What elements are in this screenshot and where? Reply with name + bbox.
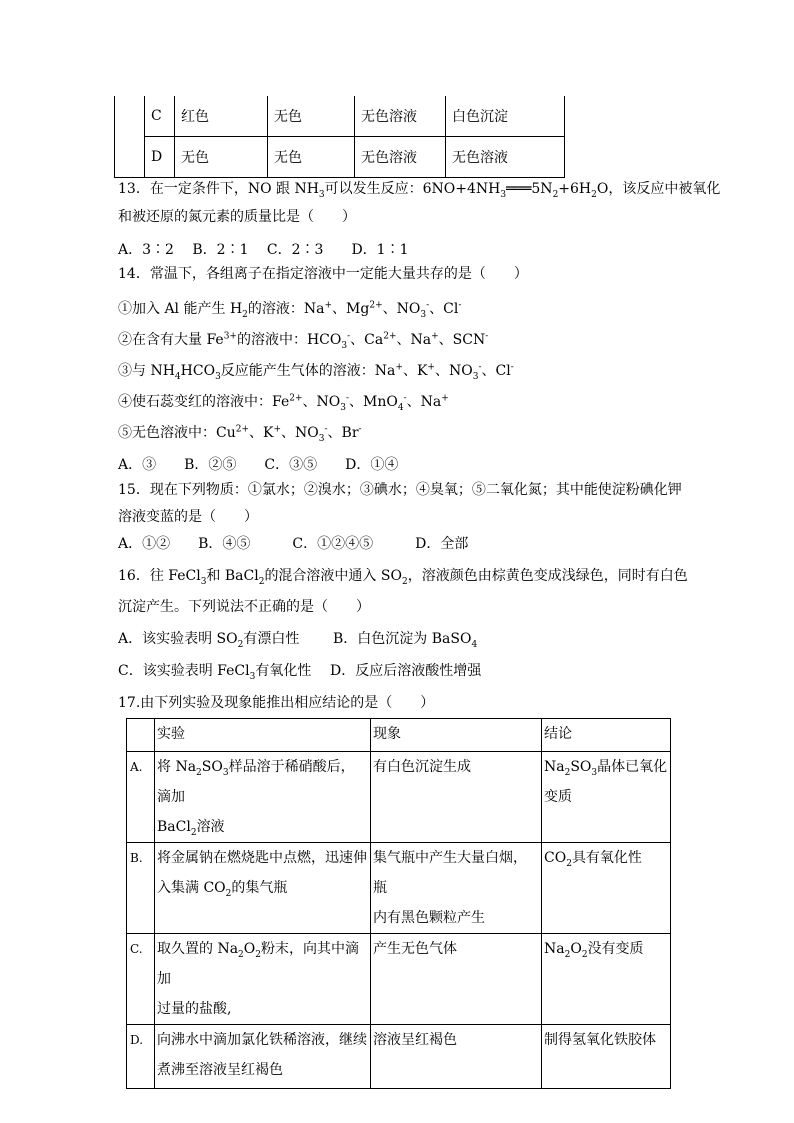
table-cell: 白色沉淀: [446, 96, 565, 137]
subscript: 2: [581, 949, 588, 960]
subscript: 3: [215, 371, 221, 382]
superscript: 2+: [369, 300, 383, 311]
table-cell: 产生无色气体: [371, 934, 542, 1025]
table-header: 结论: [542, 719, 671, 752]
subscript: 3: [222, 767, 229, 778]
text: 粉末，向其中滴加: [157, 941, 359, 987]
text: ⑤无色溶液中：Cu: [118, 425, 236, 441]
text: SO: [570, 759, 592, 775]
table-cell: 无色溶液: [355, 137, 446, 178]
superscript: -: [510, 362, 514, 373]
text: ，溶液颜色由棕黄色变成浅绿色，同时有白色: [407, 568, 688, 584]
text: 的混合溶液中通入 SO: [264, 568, 402, 584]
row-label: D.: [127, 1025, 155, 1089]
table-cell: 无色: [175, 137, 268, 178]
superscript: +: [273, 424, 282, 435]
text: 将 Na: [157, 759, 197, 775]
text: 有漂白性: [243, 631, 300, 647]
subscript: 3: [472, 371, 479, 382]
q14-item5: [118, 424, 362, 442]
text: 、MnO: [349, 394, 398, 410]
superscript: +: [324, 300, 333, 311]
table-cell: [542, 752, 671, 843]
text: Na: [544, 759, 565, 775]
table-cell: 有白色沉淀生成: [371, 752, 542, 843]
subscript: 2: [564, 767, 571, 778]
q14-item2: [118, 331, 488, 349]
text: 有氧化性: [255, 663, 312, 679]
text: 没有变质: [587, 941, 644, 957]
text: 取久置的 Na: [157, 941, 239, 957]
q13-line2: 和被还原的氮元素的质量比是（ ）: [118, 209, 356, 225]
text: O: [570, 941, 582, 957]
text: 和 BaCl: [206, 568, 259, 584]
table-row: [127, 1025, 671, 1089]
subscript: 4: [397, 402, 404, 413]
text: 、NO: [281, 425, 319, 441]
subscript: 2: [196, 767, 202, 778]
text: 晶体已氧化: [597, 759, 668, 775]
text: 、Na: [396, 332, 432, 348]
subscript: 3: [420, 309, 427, 320]
text: 、Ca: [350, 332, 384, 348]
superscript: +: [431, 331, 439, 342]
superscript: -: [345, 393, 350, 404]
text: 溶液: [196, 819, 225, 835]
table-cell: [155, 1025, 371, 1089]
text: ④使石蕊变红的溶液中：Fe: [118, 394, 290, 410]
subscript: 3: [591, 767, 598, 778]
text: 、K: [402, 363, 428, 379]
superscript: 3+: [223, 331, 237, 342]
subscript: 2: [255, 949, 261, 960]
subscript: 2: [401, 576, 408, 587]
text: SO: [201, 759, 223, 775]
subscript: 3: [249, 671, 256, 682]
table-row: [127, 843, 671, 934]
subscript: 4: [471, 639, 478, 650]
text: 将金属钠在燃烧匙中点燃，迅速伸: [157, 850, 367, 866]
subscript: 2: [225, 888, 232, 899]
table-row: [127, 752, 671, 843]
text: HCO: [180, 363, 216, 379]
table-cell: 无色溶液: [355, 96, 446, 137]
superscript: -: [324, 424, 328, 435]
text: 、Na: [406, 394, 442, 410]
subscript: 2: [258, 576, 265, 587]
subscript: 2: [591, 189, 597, 200]
text: O: [243, 941, 256, 957]
q17-stem: 17.由下列实验及现象能推出相应结论的是（ ）: [118, 695, 435, 711]
subscript: 3: [500, 189, 507, 200]
subscript: 3: [318, 189, 325, 200]
subscript: 3: [318, 433, 325, 444]
text: ②在含有大量 Fe: [118, 332, 224, 348]
table-cell: [127, 719, 155, 752]
subscript: 2: [566, 858, 572, 869]
table-row: [115, 137, 565, 178]
text: 、NO: [434, 363, 473, 379]
text: 变质: [544, 789, 572, 805]
superscript: -: [458, 300, 462, 311]
text: B．白色沉淀为 BaSO: [333, 631, 472, 647]
superscript: +: [395, 362, 403, 373]
text: 样品溶于稀硝酸后，滴加: [157, 759, 355, 805]
table-cell: C: [145, 96, 175, 137]
text: 、NO: [302, 394, 341, 410]
text: 16．往 FeCl: [118, 568, 201, 584]
text: 的溶液：Na: [247, 301, 325, 317]
q14-item4: [118, 393, 449, 411]
text: 入集满 CO: [157, 880, 226, 896]
text: Na: [544, 941, 565, 957]
subscript: 4: [174, 371, 181, 382]
subscript: 2: [238, 949, 244, 960]
q14-stem: 14．常温下，各组离子在指定溶液中一定能大量共存的是（ ）: [118, 266, 528, 282]
superscript: 2+: [289, 393, 303, 404]
subscript: 3: [340, 402, 346, 413]
q16-option-a: [118, 630, 299, 648]
text: 具有氧化性: [571, 850, 642, 866]
table-cell: 红色: [175, 96, 268, 137]
q16-option-b: [333, 630, 477, 648]
table-cell: 无色: [268, 96, 355, 137]
text: 的集气瓶: [231, 880, 288, 896]
q15-line1: 15．现在下列物质：①氯水；②溴水；③碘水；④臭氧；⑤二氧化氮；其中能使淀粉碘化钾: [118, 482, 682, 498]
text: A．该实验表明 SO: [118, 631, 238, 647]
text: 、Mg: [332, 301, 370, 317]
table-cell: [115, 96, 145, 178]
q14-item1: [118, 300, 461, 318]
text: 煮沸至溶液呈红褐色: [157, 1062, 283, 1078]
text: ═══5N: [506, 181, 553, 197]
superscript: 2+: [383, 331, 397, 342]
table-cell: 无色: [268, 137, 355, 178]
text: CO: [544, 850, 567, 866]
text: ③与 NH: [118, 363, 175, 379]
table-cell: [542, 843, 671, 934]
text: C．该实验表明 FeCl: [118, 663, 250, 679]
q13-options: A．3∶2 B．2∶1 C．2∶3 D．1∶1: [118, 242, 409, 258]
text: 、Cl: [429, 301, 459, 317]
subscript: 2: [242, 309, 248, 320]
superscript: -: [426, 300, 430, 311]
text: ①加入 Al 能产生 H: [118, 301, 243, 317]
row-label: C.: [127, 934, 155, 1025]
subscript: 2: [237, 639, 244, 650]
superscript: 2+: [235, 424, 250, 435]
text: 可以发生反应：6NO+4NH: [324, 181, 501, 197]
table-cell: [155, 843, 371, 934]
row-label: A.: [127, 752, 155, 843]
table-header: 现象: [371, 719, 542, 752]
subscript: 2: [552, 189, 559, 200]
q16-option-d: D．反应后溶液酸性增强: [330, 663, 482, 679]
table-row: [127, 719, 671, 752]
text: BaCl: [157, 819, 191, 835]
table-header: 实验: [155, 719, 371, 752]
row-label: B.: [127, 843, 155, 934]
table-cell: [155, 752, 371, 843]
text: 集气瓶中产生大量白烟，瓶: [373, 850, 527, 896]
q16-line1: [118, 567, 688, 585]
table-cell: 制得氢氧化铁胶体: [542, 1025, 671, 1089]
top-table: [114, 96, 565, 178]
table-cell: [542, 934, 671, 1025]
text: 13．在一定条件下，NO 跟 NH: [118, 181, 319, 197]
table-cell: [371, 843, 542, 934]
superscript: -: [347, 331, 351, 342]
subscript: 3: [200, 576, 207, 587]
superscript: +: [441, 393, 449, 404]
table-row: [115, 96, 565, 137]
table-cell: D: [145, 137, 175, 178]
q17-table: [126, 718, 671, 1089]
table-cell: [155, 934, 371, 1025]
q14-item3: [118, 362, 514, 380]
subscript: 2: [190, 827, 197, 838]
text: O，该反应中被氧化: [596, 181, 721, 197]
superscript: -: [485, 331, 489, 342]
subscript: 3: [341, 340, 348, 351]
text: 反应能产生气体的溶液：Na: [220, 363, 396, 379]
text: 、SCN: [438, 332, 486, 348]
q16-option-c: [118, 662, 311, 680]
table-row: [127, 934, 671, 1025]
superscript: -: [403, 393, 407, 404]
text: 、Br: [327, 425, 359, 441]
text: 向沸水中滴加氯化铁稀溶液，继续: [157, 1032, 367, 1048]
text: 、K: [249, 425, 274, 441]
q15-options: A．①② B．④⑤ C．①②④⑤ D．全部: [118, 536, 469, 552]
text: 的溶液中：HCO: [236, 332, 342, 348]
superscript: -: [358, 424, 362, 435]
superscript: -: [478, 362, 482, 373]
q16-line2: 沉淀产生。下列说法不正确的是（ ）: [118, 599, 370, 615]
q13-line1: [118, 180, 720, 198]
subscript: 2: [564, 949, 571, 960]
text: 、NO: [382, 301, 421, 317]
text: +6H: [558, 181, 592, 197]
superscript: +: [427, 362, 435, 373]
text: 过量的盐酸,: [157, 1001, 232, 1017]
q14-options: A．③ B．②⑤ C．③⑤ D．①④: [118, 457, 399, 473]
q15-line2: 溶液变蓝的是（ ）: [118, 509, 258, 525]
table-cell: 无色溶液: [446, 137, 565, 178]
text: 内有黑色颗粒产生: [373, 910, 485, 926]
table-cell: 溶液呈红褐色: [371, 1025, 542, 1089]
text: 、Cl: [481, 363, 511, 379]
